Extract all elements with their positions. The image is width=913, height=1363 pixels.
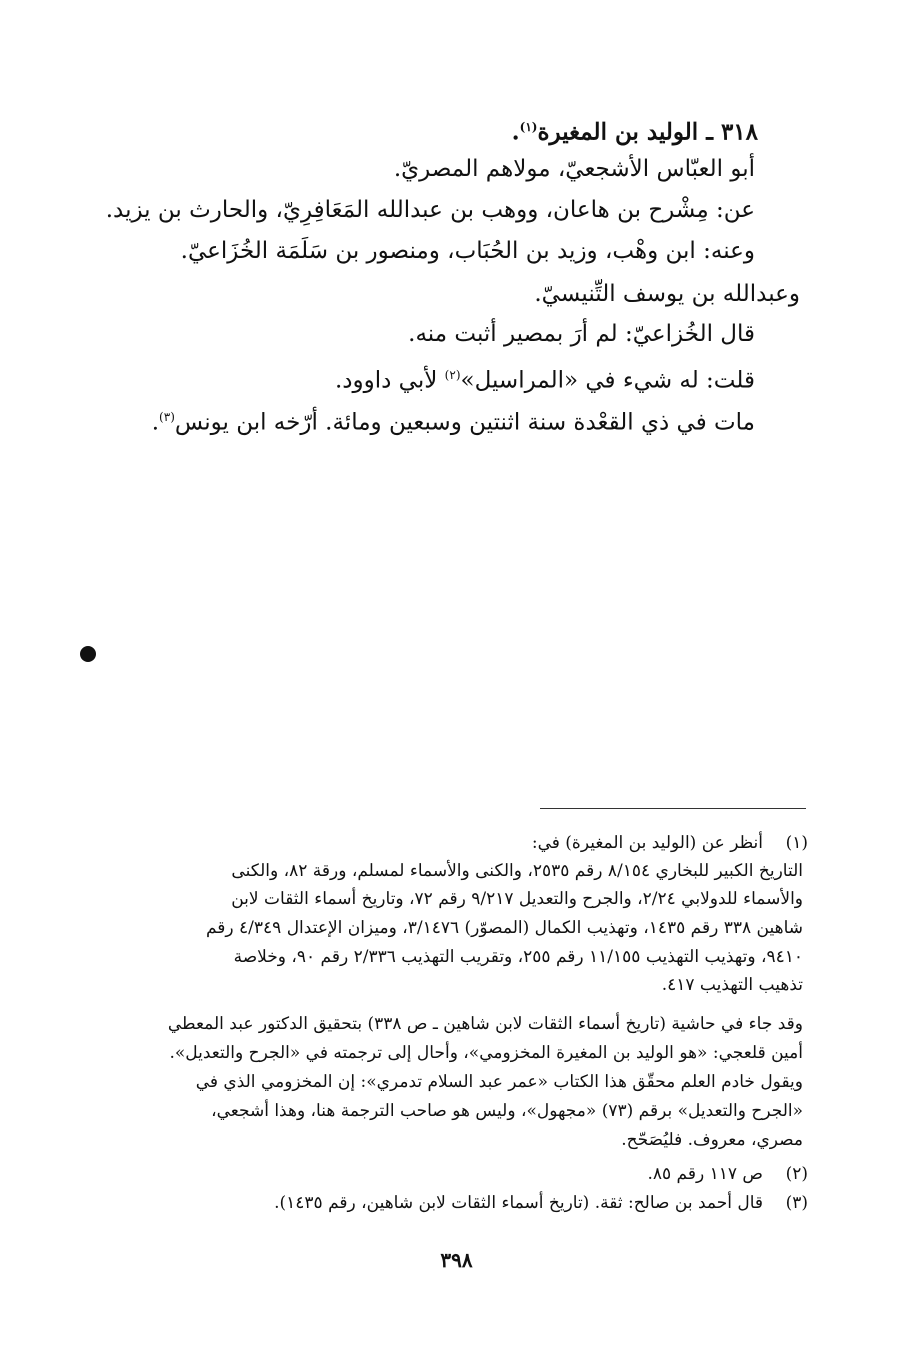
- ink-spot: [80, 646, 96, 662]
- entry-title-text: ٣١٨ ـ الوليد بن المغيرة: [537, 118, 758, 146]
- page-number: ٣٩٨: [440, 1248, 473, 1272]
- footnote-1-line: ويقول خادم العلم محقّق هذا الكتاب «عمر عبد السلام تدمري»: إن المخزومي الذي في: [195, 1072, 803, 1092]
- footnote-2-text: ص ١١٧ رقم ٨٥.: [647, 1164, 763, 1184]
- entry-line-note: [335, 356, 755, 400]
- entry-title: [512, 108, 758, 152]
- entry-note-end: لأبي داوود.: [334, 367, 445, 394]
- footnote-1-line: مصري، معروف. فليُصَحّح.: [621, 1130, 803, 1150]
- entry-death-text: مات في ذي القعْدة سنة اثنتين وسبعين ومائة. أرّخه ابن يونس: [174, 409, 755, 436]
- entry-line-students-cont: وعبدالله بن يوسف التِّنيسيّ.: [534, 281, 800, 307]
- footnote-ref-2: (٢): [444, 368, 461, 382]
- entry-line-students: وعنه: ابن وهْب، وزيد بن الحُبَاب، ومنصور بن سَلَمَة الخُزَاعيّ.: [180, 238, 755, 264]
- footnote-1-line: ٩٤١٠، وتهذيب التهذيب ١١/١٥٥ رقم ٢٥٥، وتقريب التهذيب ٢/٣٣٦ رقم ٩٠، وخلاصة: [233, 947, 803, 967]
- entry-line-teachers: عن: مِشْرح بن هاعان، ووهب بن عبدالله المَعَافِرِيّ، والحارث بن يزيد.: [105, 197, 755, 223]
- footnote-2-number: (٢): [785, 1164, 808, 1184]
- entry-note-text: قلت: له شيء في «المراسيل»: [460, 367, 755, 394]
- footnote-1-line: «الجرح والتعديل» برقم (٧٣) «مجهول»، وليس هو صاحب الترجمة هنا، وهذا أشجعي،: [211, 1101, 803, 1121]
- footnote-1-number: (١): [785, 833, 808, 853]
- entry-line-kunya: أبو العبّاس الأشجعيّ، مولاهم المصريّ.: [393, 156, 755, 182]
- footnote-ref-1: (١): [519, 120, 538, 134]
- entry-death-end: .: [151, 409, 160, 436]
- footnote-1-line: التاريخ الكبير للبخاري ٨/١٥٤ رقم ٢٥٣٥، والكنى والأسماء لمسلم، ورقة ٨٢، والكنى: [231, 861, 803, 881]
- footnote-1-line: أنظر عن (الوليد بن المغيرة) في:: [531, 833, 763, 853]
- footnote-3-text: قال أحمد بن صالح: ثقة. (تاريخ أسماء الثقات لابن شاهين، رقم ١٤٣٥).: [274, 1193, 763, 1213]
- footnote-1-line: شاهين ٣٣٨ رقم ١٤٣٥، وتهذيب الكمال (المصوّر) ٣/١٤٧٦، وميزان الإعتدال ٤/٣٤٩ رقم: [205, 918, 803, 938]
- entry-line-quote: قال الخُزاعيّ: لم أرَ بمصير أثبت منه.: [408, 321, 755, 347]
- footnote-1-line: والأسماء للدولابي ٢/٢٤، والجرح والتعديل ٩/٢١٧ رقم ٧٢، وتاريخ أسماء الثقات لابن: [231, 889, 803, 909]
- footnote-1-line: وقد جاء في حاشية (تاريخ أسماء الثقات لابن شاهين ـ ص ٣٣٨) بتحقيق الدكتور عبد المعطي: [167, 1014, 803, 1034]
- footnote-3-number: (٣): [785, 1193, 808, 1213]
- footnote-1-line: تذهيب التهذيب ٤١٧.: [661, 975, 803, 995]
- footnote-ref-3: (٣): [159, 410, 175, 424]
- footnote-1-line: أمين قلعجي: «هو الوليد بن المغيرة المخزومي»، وأحال إلى ترجمته في «الجرح والتعديل».: [169, 1043, 803, 1063]
- entry-title-end: .: [511, 118, 520, 146]
- entry-line-death: [152, 398, 755, 442]
- footnote-separator: [540, 808, 806, 809]
